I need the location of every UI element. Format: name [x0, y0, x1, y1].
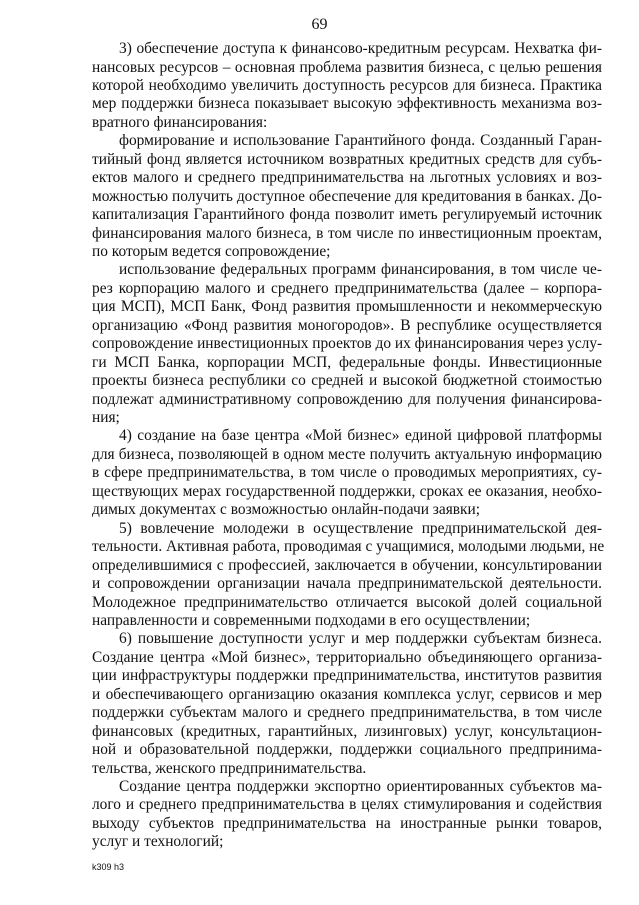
- text-line: тельства, женского предпринимательства.: [92, 759, 367, 777]
- text-line: финансирования малого бизнеса, в том числе по инвестиционным проектам,: [92, 224, 602, 242]
- text-line: использование федеральных программ финансирования, в том числе че-: [119, 261, 602, 279]
- text-line: капитализация Гарантийного фонда позволит иметь регулируемый источник: [92, 206, 602, 223]
- text-line: мер поддержки бизнеса показывает высокую эффективность механизма воз-: [92, 95, 602, 113]
- text-line: сопровождение инвестиционных проектов до их финансирования через услу-: [92, 335, 603, 353]
- text-line: направленности и современными подходами в его осуществлении;: [92, 611, 531, 629]
- text-line: ция МСП), МСП Банк, Фонд развития промышленности и некоммерческую: [92, 298, 602, 316]
- text-line: организацию «Фонд развития моногородов». В республике осуществляется: [92, 316, 602, 334]
- text-line: определившимися с профессией, заключается в обучении, консультировании: [92, 556, 602, 574]
- text-line: финансовых (кредитных, гарантийных, лизинговых) услуг, консультацион-: [92, 722, 602, 740]
- text-line: выходу субъектов предпринимательства на иностранные рынки товаров,: [92, 814, 602, 832]
- text-line: тельности. Активная работа, проводимая с учащимися, молодыми людьми, не: [92, 538, 605, 556]
- text-line: проекты бизнеса республики со средней и высокой бюджетной стоимостью: [92, 372, 602, 390]
- text-line: услуг и технологий;: [92, 833, 224, 851]
- text-line: тийный фонд является источником возвратных кредитных средств для субъ-: [92, 150, 602, 168]
- text-line: для бизнеса, позволяющей в одном месте получить актуальную информацию: [92, 445, 602, 463]
- text-line: которой необходимо увеличить доступность ресурсов для бизнеса. Практика: [92, 76, 602, 94]
- text-line: и сопровождении организации начала предпринимательской деятельности.: [92, 575, 602, 592]
- text-line: ществующих мерах государственной поддержки, сроках ее оказания, необхо-: [92, 482, 602, 500]
- text-line: ной и образовательной поддержки, поддержки социального предпринима-: [92, 741, 602, 759]
- text-line: 6) повышение доступности услуг и мер поддержки субъектам бизнеса.: [119, 630, 602, 648]
- text-line: лого и среднего предпринимательства в целях стимулирования и содействия: [92, 796, 602, 814]
- text-line: по которым ведется сопровождение;: [92, 242, 331, 260]
- text-line: можностью получить доступное обеспечение для кредитования в банках. До-: [92, 187, 602, 205]
- text-line: 3) обеспечение доступа к финансово-кредитным ресурсам. Нехватка фи-: [119, 40, 602, 57]
- text-line: в сфере предпринимательства, в том числе о проводимых мероприятиях, су-: [92, 464, 602, 482]
- text-line: димых документах с возможностью онлайн-подачи заявки;: [92, 501, 481, 519]
- text-line: Создание центра поддержки экспортно ориентированных субъектов ма-: [119, 778, 602, 795]
- text-line: Создание центра «Мой бизнес», территориально объединяющего организа-: [92, 648, 602, 666]
- text-line: ния;: [92, 409, 120, 426]
- text-line: подлежат административному сопровождению для получения финансирова-: [92, 390, 602, 408]
- text-line: ектов малого и среднего предпринимательства на льготных условиях и воз-: [92, 169, 602, 187]
- page-number: 69: [311, 16, 328, 33]
- footer-code: k309 h3: [92, 862, 125, 872]
- text-line: ции инфраструктуры поддержки предпринимательства, институтов развития: [92, 667, 602, 685]
- text-line: ги МСП Банка, корпорации МСП, федеральные фонды. Инвестиционные: [92, 353, 602, 371]
- text-line: 4) создание на базе центра «Мой бизнес» единой цифровой платформы: [119, 427, 602, 445]
- text-line: формирование и использование Гарантийного фонда. Созданный Гаран-: [119, 132, 602, 150]
- text-line: Молодежное предпринимательство отличается высокой долей социальной: [92, 593, 602, 611]
- text-line: и обеспечивающего организацию оказания комплекса услуг, сервисов и мер: [92, 685, 602, 703]
- text-line: поддержки субъектам малого и среднего предпринимательства, в том числе: [92, 704, 602, 722]
- text-line: 5) вовлечение молодежи в осуществление предпринимательской дея-: [119, 519, 602, 537]
- text-line: вратного финансирования:: [92, 113, 268, 131]
- text-line: нансовых ресурсов – основная проблема развития бизнеса, с целью решения: [92, 58, 602, 76]
- text-line: рез корпорацию малого и среднего предпринимательства (далее – корпора-: [92, 279, 602, 297]
